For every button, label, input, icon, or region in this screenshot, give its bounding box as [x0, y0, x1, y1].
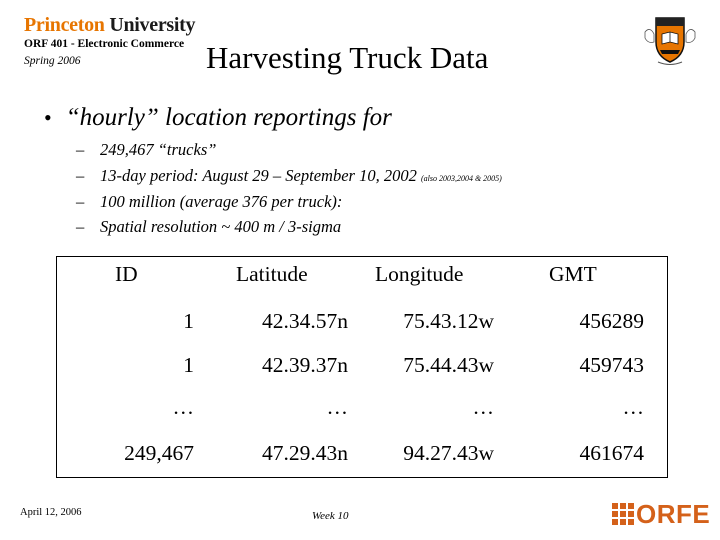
cell-gmt: 456289 — [579, 309, 644, 333]
sub-item — [76, 140, 216, 160]
sub-item — [76, 192, 342, 212]
cell-id: 1 — [183, 353, 194, 377]
sub-item-text: 249,467 “trucks” — [100, 140, 217, 159]
sub-dash: – — [76, 192, 85, 211]
sub-item-text: 13-day period: August 29 – September 10, 2002 — [100, 166, 421, 185]
cell-latitude: 42.34.57n — [262, 309, 348, 333]
sub-dash: – — [76, 217, 85, 236]
cell-longitude: 75.43.12w — [403, 309, 494, 333]
header-latitude: Latitude — [236, 262, 308, 286]
footer-date: April 12, 2006 — [20, 507, 82, 518]
cell-id: … — [172, 395, 194, 419]
cell-latitude: 47.29.43n — [262, 441, 348, 465]
logo-university: University — [104, 14, 196, 36]
course-term: Spring 2006 — [24, 55, 81, 67]
sub-dash: – — [76, 166, 85, 185]
cell-gmt: 461674 — [579, 441, 644, 465]
sub-item — [76, 217, 341, 237]
bullet-dot-icon: • — [44, 105, 52, 130]
princeton-logo — [24, 14, 195, 37]
main-bullet — [44, 104, 392, 132]
orfe-logo-text: ORFE — [636, 499, 711, 529]
footer-week: Week 10 — [312, 510, 349, 522]
sub-dash: – — [76, 140, 85, 159]
sub-item-text: 100 million (average 376 per truck): — [100, 192, 343, 211]
cell-gmt: 459743 — [579, 353, 644, 377]
princeton-shield-icon — [642, 12, 698, 68]
sub-item-text: Spatial resolution ~ 400 m / 3-sigma — [100, 217, 342, 236]
header-id: ID — [115, 262, 138, 286]
sub-item — [76, 166, 502, 186]
cell-latitude: 42.39.37n — [262, 353, 348, 377]
cell-latitude: … — [326, 395, 348, 419]
header-gmt: GMT — [549, 262, 597, 286]
cell-longitude: … — [472, 395, 494, 419]
course-name: ORF 401 - Electronic Commerce — [24, 38, 185, 50]
slide-title: Harvesting Truck Data — [206, 40, 489, 75]
cell-longitude: 75.44.43w — [403, 353, 494, 377]
cell-id: 249,467 — [124, 441, 194, 465]
cell-id: 1 — [183, 309, 194, 333]
cell-gmt: … — [622, 395, 644, 419]
cell-longitude: 94.27.43w — [403, 441, 494, 465]
header-longitude: Longitude — [375, 262, 464, 286]
main-bullet-text: “hourly” location reportings for — [65, 104, 392, 131]
sub-item-note: (also 2003,2004 & 2005) — [420, 174, 502, 183]
logo-princeton: Princeton — [24, 14, 105, 36]
orfe-grid-icon — [612, 503, 634, 525]
